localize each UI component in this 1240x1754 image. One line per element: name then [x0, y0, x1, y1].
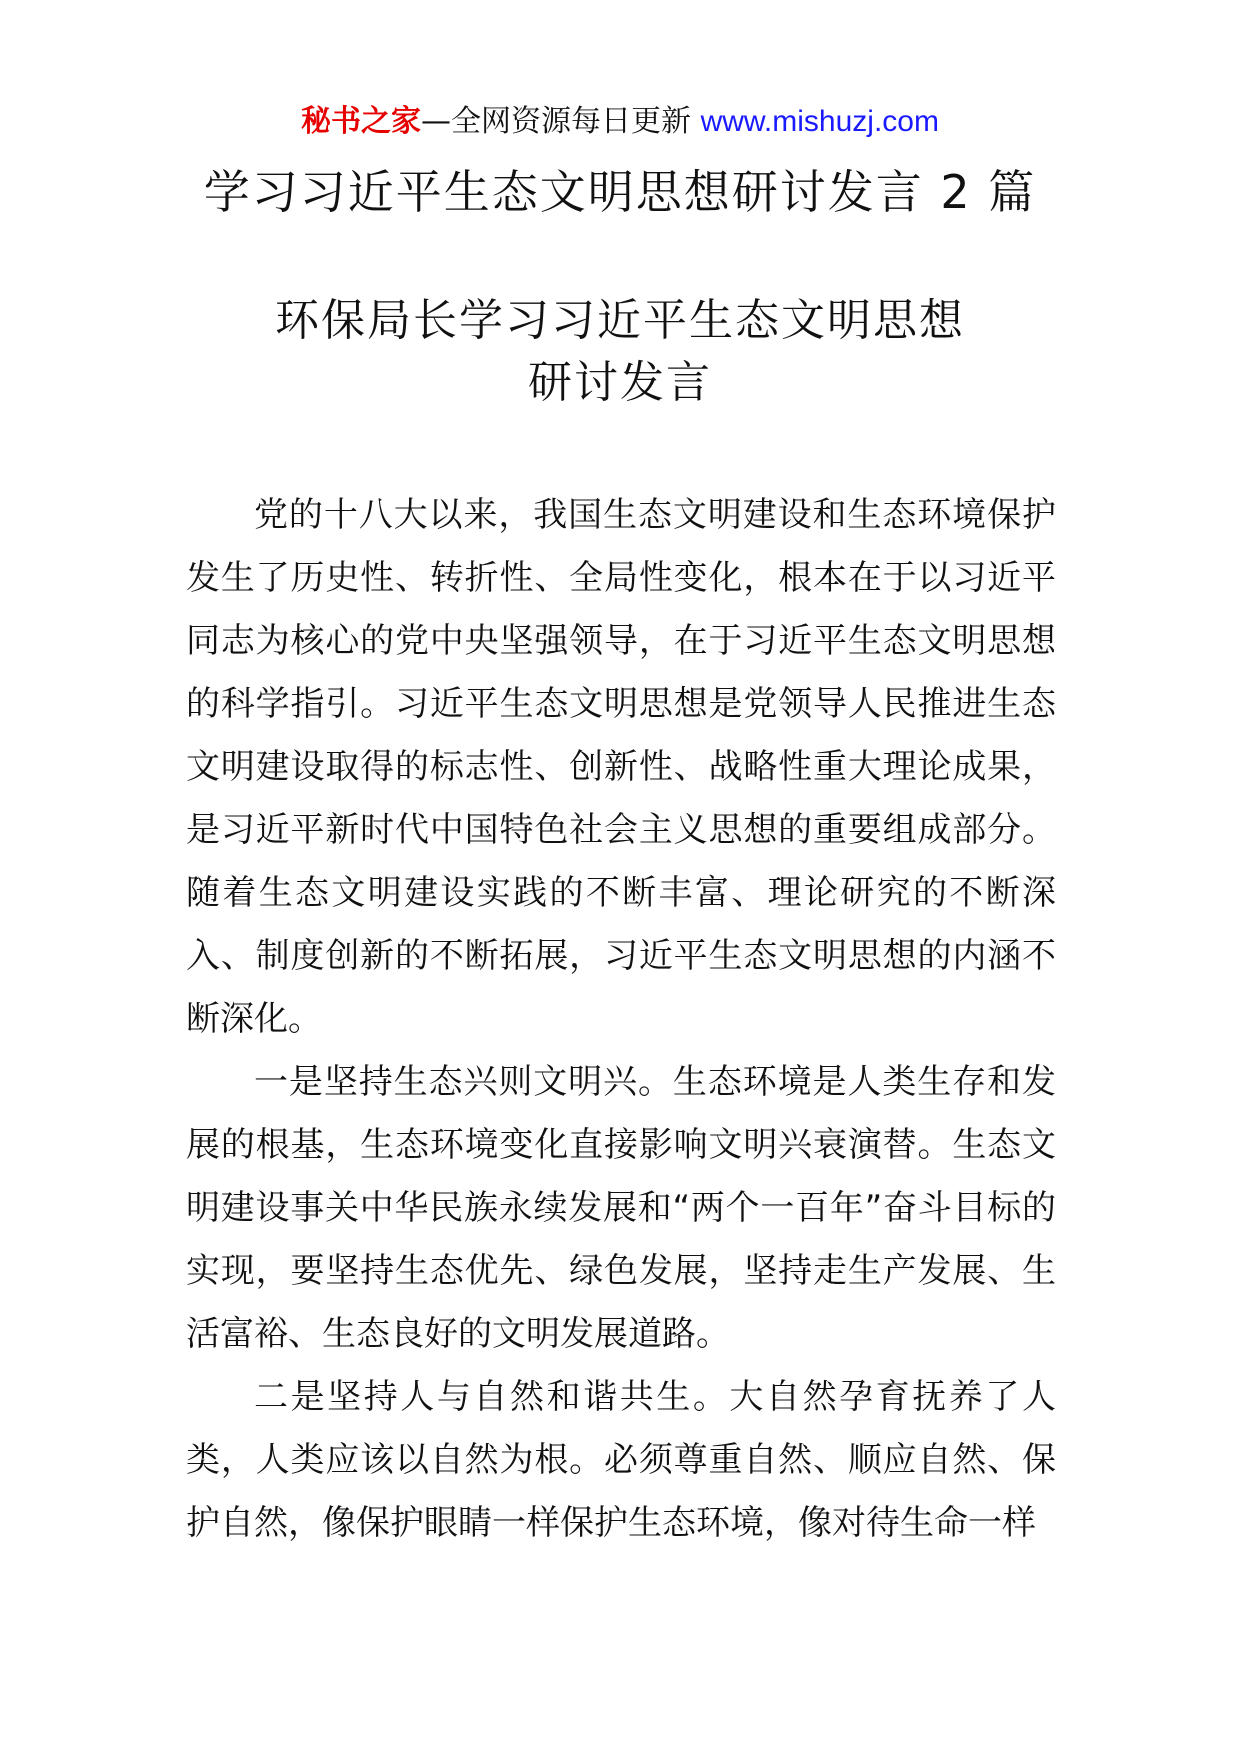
site-header: [0, 100, 1240, 144]
brand-name: 秘书之家: [301, 104, 422, 139]
body-paragraph: 党的十八大以来，我国生态文明建设和生态环境保护发生了历史性、转折性、全局性变化，根本在于以习近平同志为核心的党中央坚强领导，在于习近平生态文明思想的科学指引。习近平生态文明思想是党领导人民推进生态文明建设取得的标志性、创新性、战略性重大理论成果，是习近平新时代中国特色社会主义思想的重要组成部分。随着生态文明建设实践的不断丰富、理论研究的不断深入、制度创新的不断拓展，习近平生态文明思想的内涵不断深化。: [186, 495, 1056, 1039]
subtitle-line-2: 研讨发言: [528, 357, 712, 408]
site-url-link[interactable]: www.mishuzj.com: [700, 105, 939, 138]
document-subtitle: [0, 290, 1240, 414]
document-title: 学习习近平生态文明思想研讨发言 2 篇: [203, 165, 1037, 219]
document-body: [186, 484, 1056, 1555]
body-paragraph: 一是坚持生态兴则文明兴。生态环境是人类生存和发展的根基，生态环境变化直接影响文明兴衰演替。生态文明建设事关中华民族永续发展和“两个一百年”奋斗目标的实现，要坚持生态优先、绿色发展，坚持走生产发展、生活富裕、生态良好的文明发展道路。: [186, 1062, 1056, 1354]
body-paragraph: 二是坚持人与自然和谐共生。大自然孕育抚养了人类，人类应该以自然为根。必须尊重自然、顺应自然、保护自然，像保护眼睛一样保护生态环境，像对待生命一样: [186, 1377, 1056, 1543]
subtitle-line-1: 环保局长学习习近平生态文明思想: [275, 295, 965, 346]
header-tagline: —全网资源每日更新: [421, 104, 701, 139]
